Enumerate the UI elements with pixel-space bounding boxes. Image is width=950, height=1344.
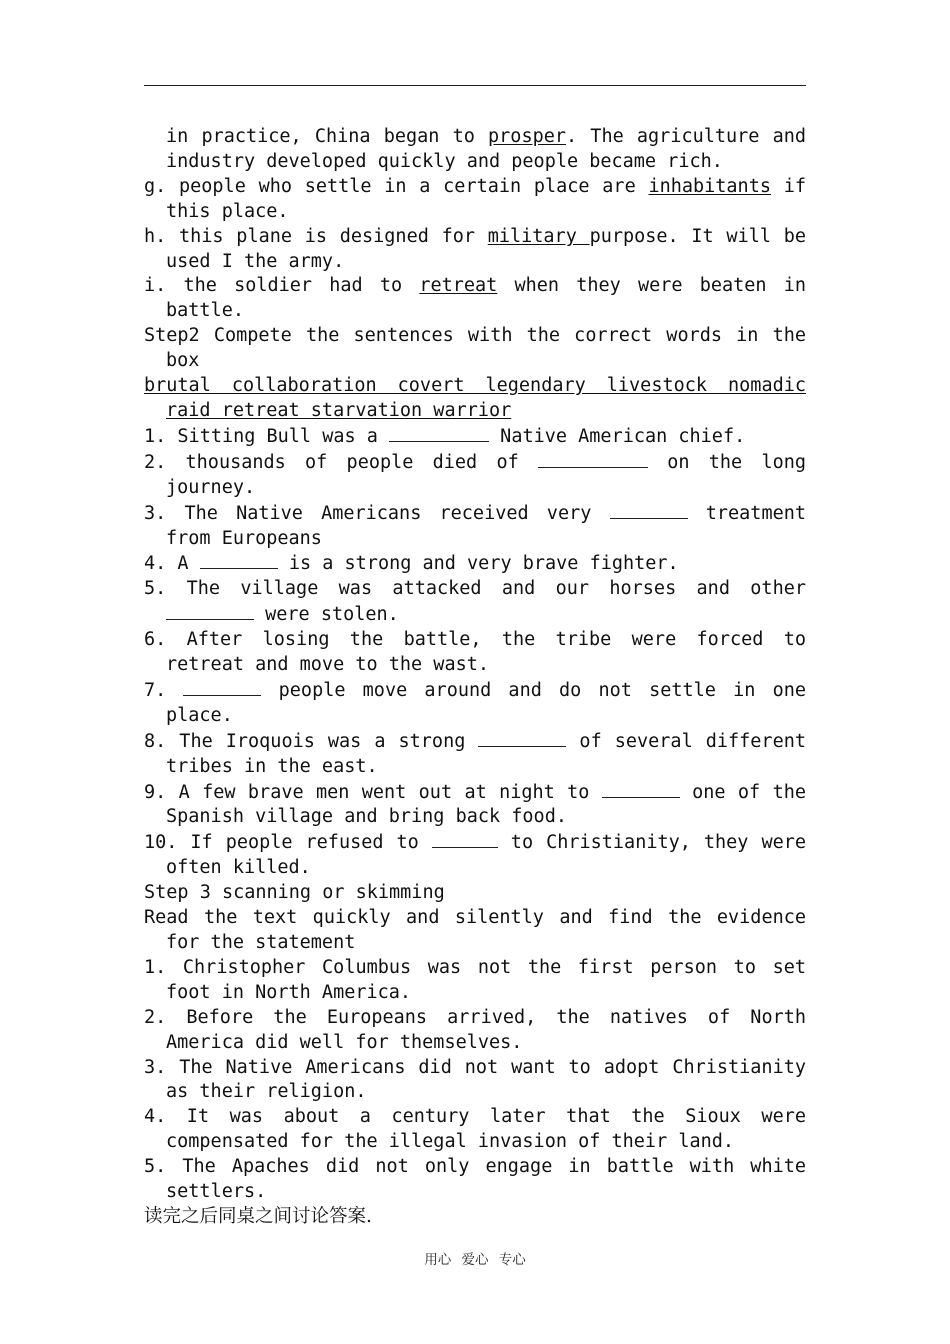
step3-item: 5. The Apaches did not only engage in battle with white settlers.: [144, 1156, 806, 1203]
step2-item: 7. people move around and do not settle in one place.: [144, 679, 806, 726]
step2-item: 10. If people refused to to Christianity, they were often killed.: [144, 832, 806, 879]
answer-blank[interactable]: [200, 551, 278, 569]
sentence-i: i. the soldier had to retreat when they were beaten in battle.: [144, 275, 806, 322]
step3-list: [144, 956, 806, 1205]
step2-item: 1. Sitting Bull was a Native American chief.: [144, 425, 746, 447]
answer-blank[interactable]: [610, 501, 688, 519]
sentence-f-continued: in practice, China began to prosper. The agriculture and industry developed quickly and people became rich.: [166, 126, 806, 172]
sentence-g: g. people who settle in a certain place are inhabitants if this place.: [144, 175, 806, 222]
answer-blank[interactable]: [432, 830, 498, 848]
step2-item: 6. After losing the battle, the tribe were forced to retreat and move to the wast.: [144, 629, 806, 676]
page-footer: 用心 爱心 专心: [424, 1252, 526, 1268]
step3-item: 2. Before the Europeans arrived, the natives of North America did well for themselves.: [144, 1006, 806, 1053]
step2-item: 3. The Native Americans received very treatment from Europeans: [144, 502, 806, 549]
step3-item: 3. The Native Americans did not want to adopt Christianity as their religion.: [144, 1056, 806, 1103]
step2-item: 9. A few brave men went out at night to one of the Spanish village and bring back food.: [144, 781, 806, 828]
document-body: [144, 125, 806, 1230]
step3-heading: Step 3 scanning or skimming: [144, 882, 445, 904]
step3-item: 1. Christopher Columbus was not the first person to set foot in North America.: [144, 956, 806, 1003]
step2-item: 4. A is a strong and very brave fighter.: [144, 553, 679, 575]
word-box: brutal collaboration covert legendary livestock nomadic raid retreat starvation warrior: [144, 375, 806, 421]
answer-blank[interactable]: [602, 780, 680, 798]
answer-blank[interactable]: [183, 678, 261, 696]
answer-blank[interactable]: [389, 424, 489, 442]
step3-instruction: Read the text quickly and silently and find the evidence for the statement: [144, 907, 806, 953]
closing-note: 读完之后同桌之间讨论答案.: [144, 1205, 372, 1227]
answer-blank[interactable]: [538, 450, 648, 468]
sentence-h: h. this plane is designed for military purpose. It will be used I the army.: [144, 225, 806, 272]
step2-item: 8. The Iroquois was a strong of several different tribes in the east.: [144, 730, 806, 777]
step2-list: [144, 424, 806, 881]
step2-item: 5. The village was attacked and our horses and other were stolen.: [144, 578, 806, 626]
step2-item: 2. thousands of people died of on the long journey.: [144, 451, 806, 498]
answer-blank[interactable]: [478, 729, 566, 747]
answer-blank[interactable]: [166, 602, 254, 620]
header-rule: [144, 85, 806, 86]
step3-item: 4. It was about a century later that the Sioux were compensated for the illegal invasion of their land.: [144, 1106, 806, 1153]
step2-heading: Step2 Compete the sentences with the correct words in the box: [144, 325, 806, 372]
